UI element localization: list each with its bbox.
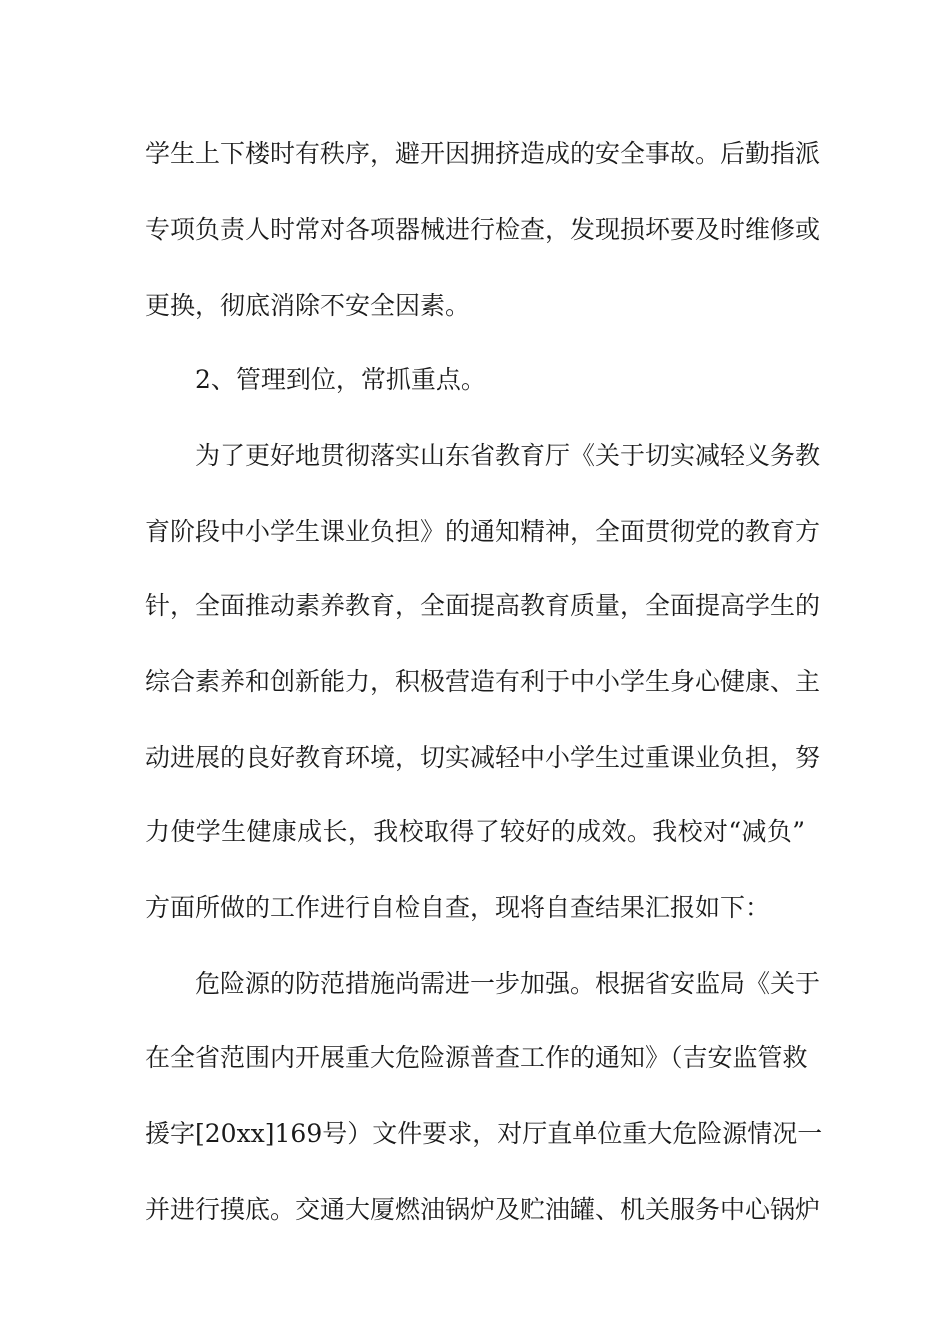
text-line-6: 育阶段中小学生课业负担》的通知精神，全面贯彻党的教育方	[145, 517, 821, 546]
text-line-9: 动进展的良好教育环境，切实减轻中小学生过重课业负担，努	[145, 743, 821, 772]
text-line-5: 为了更好地贯彻落实山东省教育厅《关于切实减轻义务教	[195, 441, 821, 470]
text-line-12: 危险源的防范措施尚需进一步加强。根据省安监局《关于	[195, 969, 821, 998]
section-heading: 2、管理到位，常抓重点。	[195, 365, 486, 394]
text-line-7: 针，全面推动素养教育，全面提高教育质量，全面提高学生的	[145, 591, 821, 620]
text-line-10: 力使学生健康成长，我校取得了较好的成效。我校对“减负”	[145, 817, 805, 846]
text-line-15: 并进行摸底。交通大厦燃油锅炉及贮油罐、机关服务中心锅炉	[145, 1195, 821, 1224]
text-line-14: 援字[20xx]169号）文件要求，对厅直单位重大危险源情况一	[145, 1119, 823, 1148]
text-line-1: 学生上下楼时有秩序，避开因拥挤造成的安全事故。后勤指派	[145, 139, 821, 168]
text-line-11: 方面所做的工作进行自检自查，现将自查结果汇报如下：	[145, 893, 771, 922]
text-line-8: 综合素养和创新能力，积极营造有利于中小学生身心健康、主	[145, 667, 821, 696]
text-line-13: 在全省范围内开展重大危险源普查工作的通知》（吉安监管救	[145, 1043, 808, 1072]
text-line-3: 更换，彻底消除不安全因素。	[145, 291, 471, 320]
text-line-2: 专项负责人时常对各项器械进行检查，发现损坏要及时维修或	[145, 215, 821, 244]
